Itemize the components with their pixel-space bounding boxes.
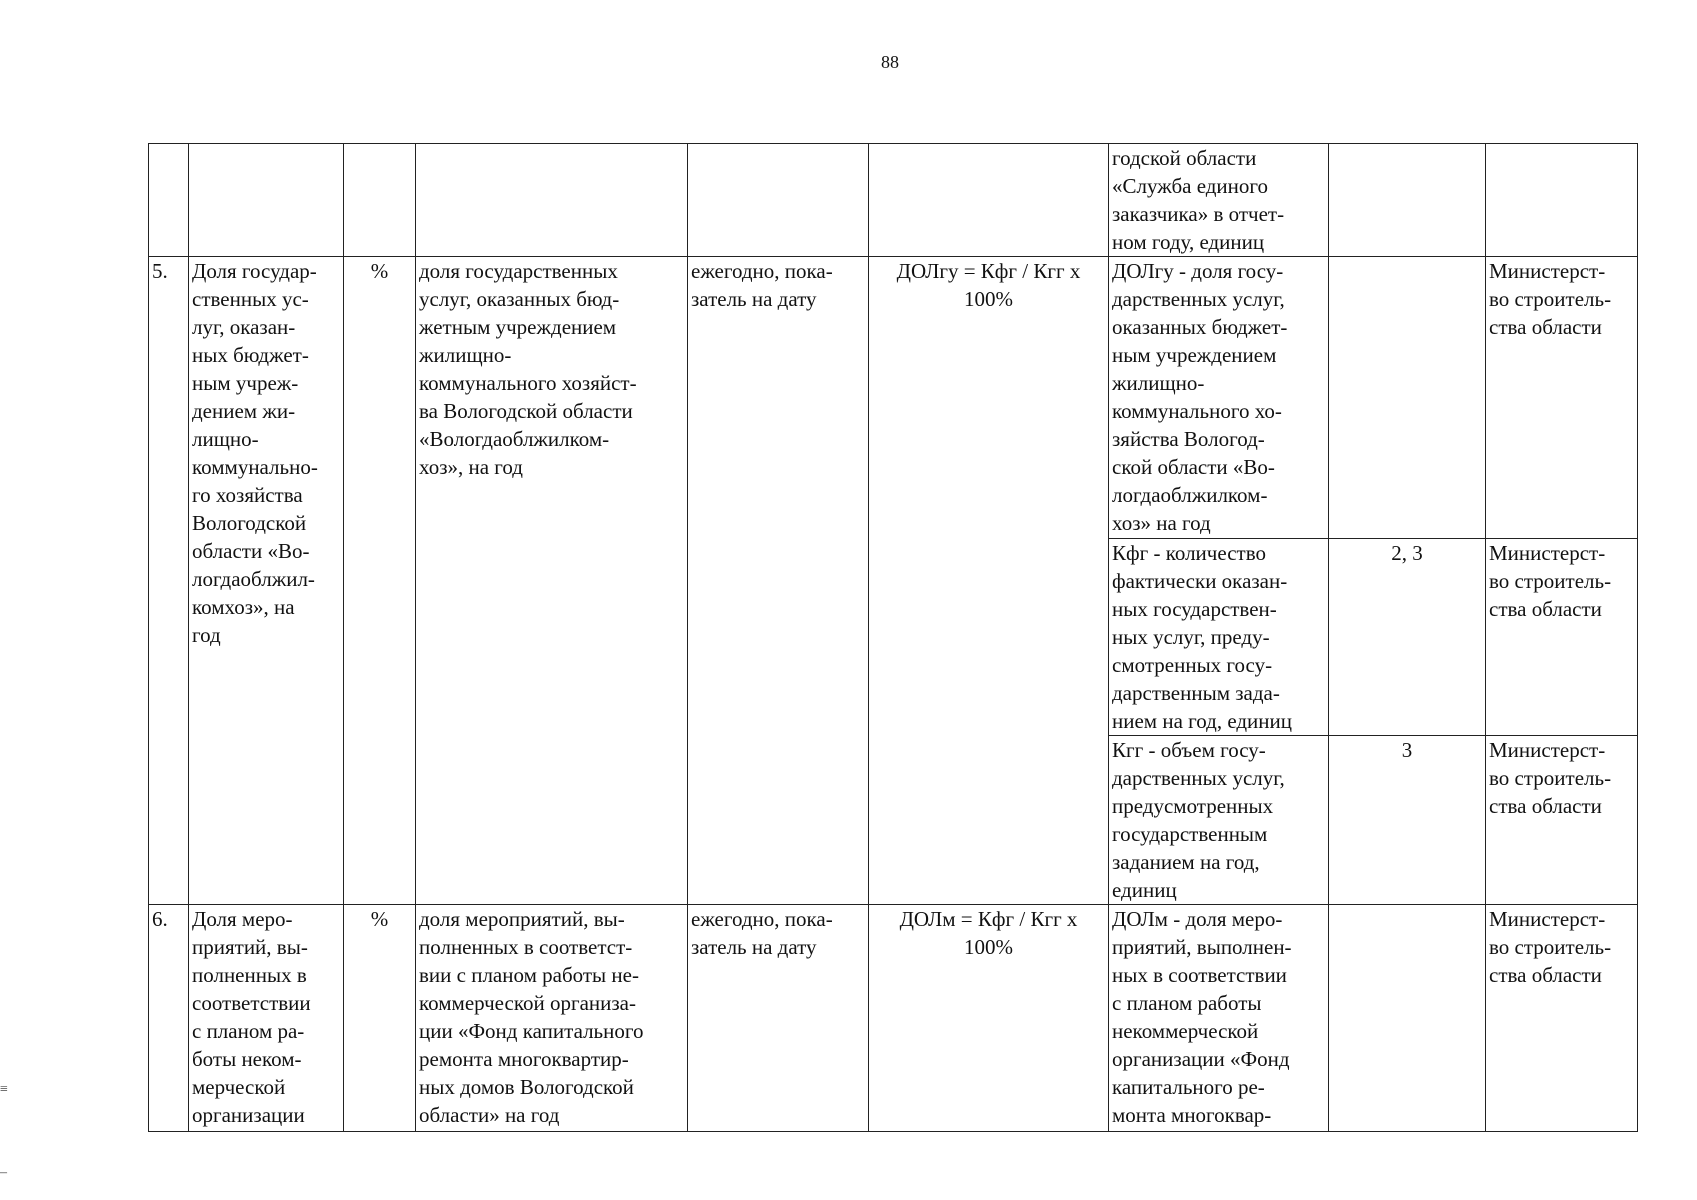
cell-periodicity: ежегодно, пока- затель на дату: [688, 905, 869, 1132]
table-row: [149, 257, 1638, 539]
cell-num: [149, 144, 189, 257]
cell-component: Кгг - объем госу- дарственных услуг, предусмотренных государственным заданием на год, единиц: [1109, 736, 1329, 905]
cell-code: [1329, 905, 1486, 1132]
cell-definition: доля государственных услуг, оказанных бюд- жетным учреждением жилищно- коммунального хозяйст- ва Вологодской области «Вологдаоблжилком- хоз», на год: [416, 257, 688, 905]
page-number: 88: [881, 52, 899, 72]
cell-unit: %: [344, 905, 416, 1132]
scan-artifact-mark: –: [0, 1165, 7, 1180]
cell-name: [189, 144, 344, 257]
cell-code: [1329, 257, 1486, 539]
table-row: [149, 905, 1638, 1132]
cell-num: 5.: [149, 257, 189, 905]
cell-code: 2, 3: [1329, 539, 1486, 736]
cell-periodicity: [688, 144, 869, 257]
cell-formula: ДОЛм = Кфг / Кгг х 100%: [869, 905, 1109, 1132]
cell-definition: доля мероприятий, вы- полненных в соответст- вии с планом работы не- коммерческой организа- ции «Фонд капитального ремонта многоквартир- ных домов Вологодской области» на год: [416, 905, 688, 1132]
table-row: [149, 144, 1638, 257]
cell-component: Кфг - количество фактически оказан- ных государствен- ных услуг, преду- смотренных госу- дарственным зада- нием на год, единиц: [1109, 539, 1329, 736]
cell-name: Доля меро- приятий, вы- полненных в соответствии с планом ра- боты неком- мерческой организации: [189, 905, 344, 1132]
cell-responsible: Министерст- во строитель- ства области: [1486, 257, 1638, 539]
scan-artifact-mark: ≡: [0, 1082, 8, 1097]
cell-component: ДОЛгу - доля госу- дарственных услуг, оказанных бюджет- ным учреждением жилищно- коммунального хо- зяйства Вологод- ской области «Во- логдаоблжилком- хоз» на год: [1109, 257, 1329, 539]
cell-unit: [344, 144, 416, 257]
cell-name: Доля государ- ственных ус- луг, оказан- ных бюджет- ным учреж- дением жи- лищно- коммунально- го хозяйства Вологодской области «Во- логдаоблжил- комхоз», на год: [189, 257, 344, 905]
cell-unit: %: [344, 257, 416, 905]
cell-formula: ДОЛгу = Кфг / Кгг х 100%: [869, 257, 1109, 905]
cell-responsible: Министерст- во строитель- ства области: [1486, 905, 1638, 1132]
cell-component: годской области «Служба единого заказчика» в отчет- ном году, единиц: [1109, 144, 1329, 257]
indicator-table: [148, 143, 1638, 1132]
cell-responsible: Министерст- во строитель- ства области: [1486, 736, 1638, 905]
cell-num: 6.: [149, 905, 189, 1132]
cell-component: ДОЛм - доля меро- приятий, выполнен- ных в соответствии с планом работы некоммерческой организации «Фонд капитального ре- монта многоквар-: [1109, 905, 1329, 1132]
cell-definition: [416, 144, 688, 257]
cell-code: [1329, 144, 1486, 257]
cell-formula: [869, 144, 1109, 257]
cell-code: 3: [1329, 736, 1486, 905]
cell-periodicity: ежегодно, пока- затель на дату: [688, 257, 869, 905]
cell-responsible: Министерст- во строитель- ства области: [1486, 539, 1638, 736]
cell-responsible: [1486, 144, 1638, 257]
